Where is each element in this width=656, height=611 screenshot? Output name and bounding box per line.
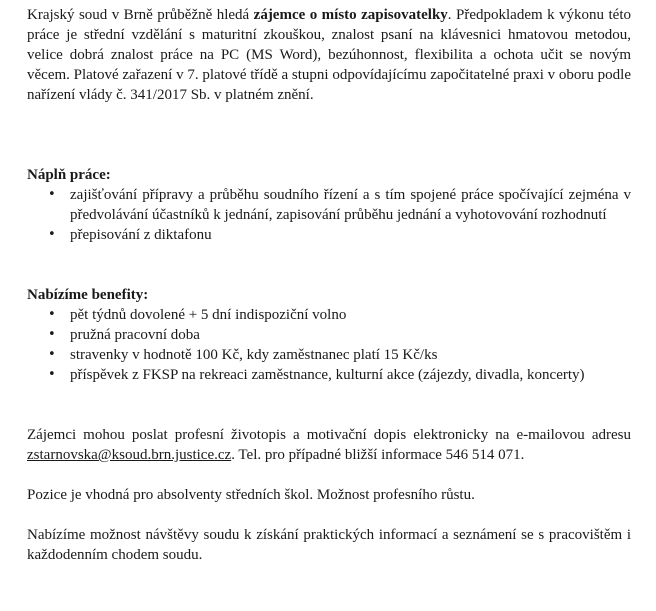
intro-highlight: zájemce o místo zapisovatelky — [253, 7, 448, 23]
benefits-heading: Nabízíme benefity: — [27, 287, 149, 303]
benefits-list-item: • pět týdnů dovolené + 5 dní indispoziční volno — [27, 305, 631, 325]
benefits-list — [27, 305, 631, 385]
positions-paragraph: Pozice je vhodná pro absolventy středních škol. Možnost profesního růstu. — [27, 487, 475, 503]
intro-paragraph — [27, 5, 631, 105]
duties-list-item: • zajišťování přípravy a průběhu soudního řízení a s tím spojené práce spočívající zejména v předvolávání účastníků k jednání, zapisování průběhu jednání a vyhotovování rozhodnutí — [27, 185, 631, 225]
visit-paragraph: Nabízíme možnost návštěvy soudu k získání praktických informací a seznámení se s pracovištěm i každodenním chodem soudu. — [27, 527, 631, 563]
benefits-list-item: • pružná pracovní doba — [27, 325, 631, 345]
intro-text-start: Krajský soud v Brně průběžně hledá — [27, 7, 254, 23]
intro-text-end: . Předpokladem k výkonu této práce je střední vzdělání s maturitní zkouškou, znalost psaní na klávesnici hmatovou metodou, velice dobrá znalost práce na PC (MS Word), bezúhonnost, flexibilita a ochota učit se novým věcem. Platové zařazení v 7. platové třídě a stupni odpovídajícímu započitatelné praxi v oboru podle nařízení vlády č. 341/2017 Sb. v platném znění. — [27, 7, 631, 103]
contact-paragraph — [27, 425, 631, 465]
duties-list — [27, 185, 631, 245]
duties-list-item: • přepisování z diktafonu — [27, 225, 631, 245]
benefits-list-item: • příspěvek z FKSP na rekreaci zaměstnance, kulturní akce (zájezdy, divadla, koncerty) — [27, 365, 631, 385]
benefits-list-item: • stravenky v hodnotě 100 Kč, kdy zaměstnanec platí 15 Kč/ks — [27, 345, 631, 365]
duties-heading: Náplň práce: — [27, 167, 111, 183]
email-link[interactable]: zstarnovska@ksoud.brn.justice.cz — [27, 447, 232, 463]
document-body — [27, 5, 631, 565]
contact-text-start: Zájemci mohou poslat profesní životopis a motivační dopis elektronicky na e-mailovou adresu — [27, 427, 631, 443]
contact-text-end: . Tel. pro případné bližší informace 546 514 071. — [231, 447, 525, 463]
